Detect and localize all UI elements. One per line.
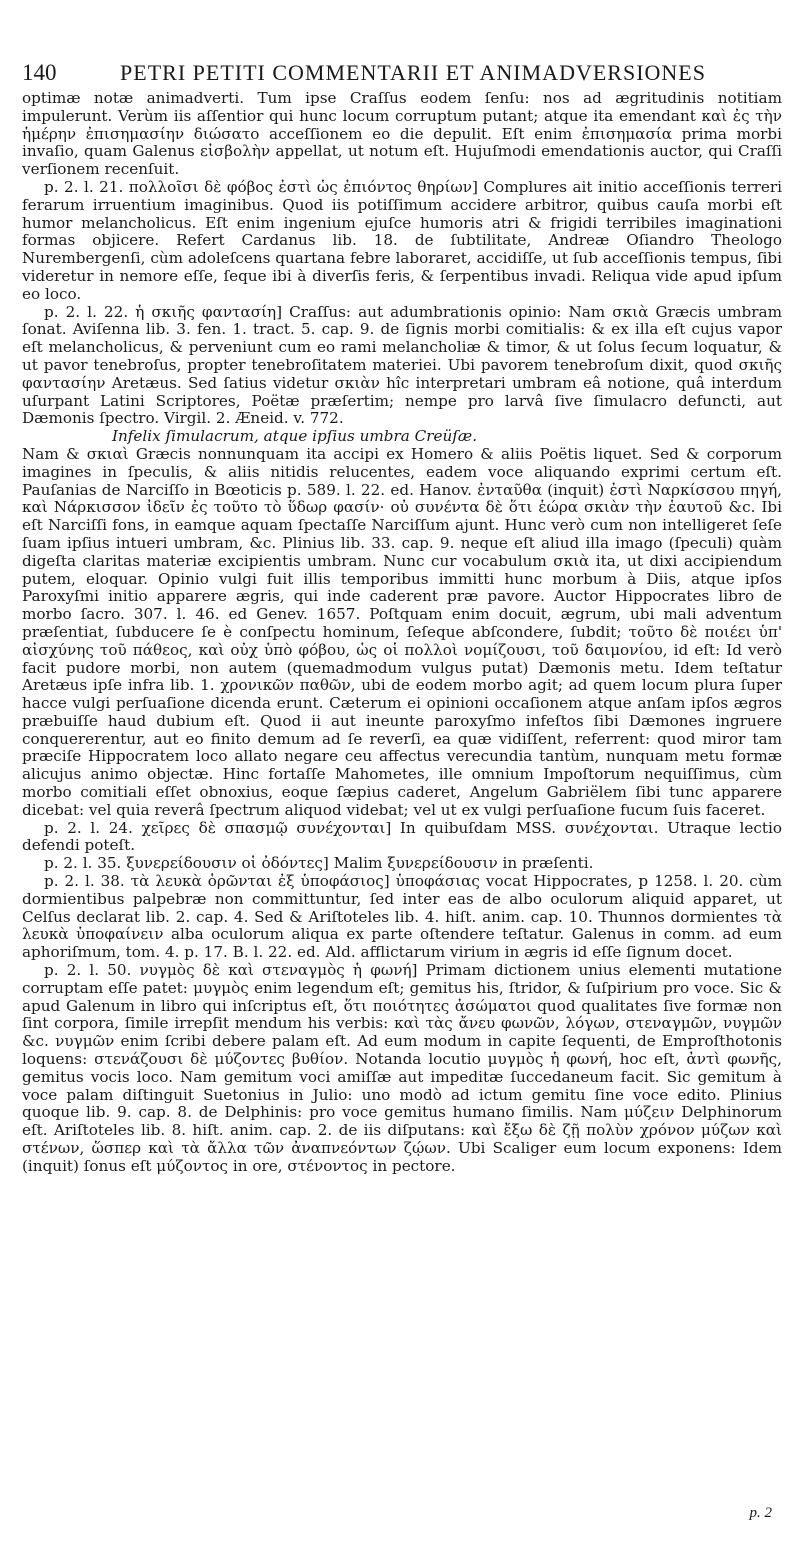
catchword: p. 2 <box>749 1505 772 1521</box>
paragraph-note-l21: p. 2. l. 21. πολλοῖσι δὲ φόβος ἐστὶ ὡς ἐπιόντος θηρίων] Complures ait initio acceſſionis terreri ferarum irruentium imaginibus. Quod iis potiſſimum accidere arbitror, quibus cauſa morbi eſt humor melancholicus. Eſt enim ingenium ejuſce humoris atri & frigidi terribiles imaginationi formas objicere. Refert Cardanus lib. 18. de ſubtilitate, Andreæ Oſiandro Theologo Nurembergenſi, cùm adoleſcens quartana febre laboraret, accidiſſe, ut ſub acceſſionis tempus, ſibi videretur in nemore eſſe, ſeque ibi à diverſis feris, & ſerpentibus invadi. Reliqua vide apud ipſum eo loco. <box>22 177 782 303</box>
verse-quote: Infelix ſimulacrum, atque ipſius umbra Creüſæ. <box>112 427 478 446</box>
running-title: PETRI PETITI COMMENTARII ET ANIMADVERSIONES <box>120 60 706 85</box>
page-number: 140 <box>22 60 57 85</box>
paragraph-intro: optimæ notæ animadverti. Tum ipse Craſſus eodem ſenſu: nos ad ægritudinis notitiam impulerunt. Verùm iis aſſentior qui hunc locum corruptum putant; atque ita emendant καὶ ἐς τὴν ἡμέρην ἐπισημασίην διώσατο acceſſionem eo die depulit. Eſt enim ἐπισημασία prima morbi invaſio, quam Galenus εἰσβολὴν appellat, ut notum eſt. Hujuſmodi emendationis auctor, qui Craſſi verſionem recenſuit. <box>22 89 782 179</box>
paragraph-note-l50: p. 2. l. 50. νυγμὸς δὲ καὶ στεναγμὸς ἡ φωνή] Primam dictionem unius elementi mutatione corruptam eſſe patet: μυγμὸς enim legendum eſt; gemitus his, ſtridor, & ſuſpirium pro voce. Sic & apud Galenum in libro qui inſcriptus eſt, ὅτι ποιότητες ἀσώματοι quod qualitates ſive formæ non ſint corpora, ſimile irrepſit mendum his verbis: καὶ τὰς ἄνευ φωνῶν, λόγων, στεναγμῶν, νυγμῶν &c. νυγμῶν enim ſcribi debere palam eſt. Ad eum modum in capite ſequenti, de Emproſthotonis loquens: στενάζουσι δὲ μύζοντες βυθίον. Notanda locutio μυγμὸς ἡ φωνή, hoc eſt, ἀντὶ φωνῆς, gemitus vocis loco. Nam gemitum voci amiſſæ aut impeditæ ſuccedaneum facit. Sic gemitum à voce palam diſtinguit Suetonius in Julio: uno modò ad ictum gemitu ſine voce edito. Plinius quoque lib. 9. cap. 8. de Delphinis: pro voce gemitus humano ſimilis. Nam μύζειν Delphinorum eſt. Ariſtoteles lib. 8. hiſt. anim. cap. 2. de iis diſputans: καὶ ἔξω δὲ ζῇ πολὺν χρόνον μύζων καὶ στένων, ὥσπερ καὶ τὰ ἄλλα τῶν ἀναπνεόντων ζῴων. Ubi Scaliger eum locum exponens: Idem (inquit) ſonus eſt μύζοντος in ore, στένοντος in pectore. <box>22 961 782 1175</box>
paragraph-note-l35: p. 2. l. 35. ξυνερείδουσιν οἱ ὀδόντες] Malim ξυνερείδουσιν in præſenti. <box>44 854 594 873</box>
page-header <box>22 60 782 86</box>
paragraph-note-l38: p. 2. l. 38. τὰ λευκὰ ὁρῶνται ἐξ ὑποφάσιος] ὑποφάσιας vocat Hippocrates, p 1258. l. 20. cùm dormientibus palpebræ non committuntur, ſed inter eas de albo oculorum aliquid apparet, ut Celſus declarat lib. 2. cap. 4. Sed & Ariſtoteles lib. 4. hiſt. anim. cap. 10. Thunnos dormientes τὰ λευκὰ ὑποφαίνειν alba oculorum aliqua ex parte oſtendere teſtatur. Galenus in comm. ad eum aphoriſmum, tom. 4. p. 17. B. l. 22. ed. Ald. afflictarum virium in ægris id eſſe ſignum docet. <box>22 872 782 962</box>
paragraph-continuation: Nam & σκιαὶ Græcis nonnunquam ita accipi ex Homero & aliis Poëtis liquet. Sed & corporum imagines in ſpeculis, & aliis nitidis relucentes, eadem voce aliquando exprimi certum eſt. Pauſanias de Narciſſo in Bœoticis p. 589. l. 22. ed. Hanov. ἐνταῦθα (inquit) ἐστὶ Ναρκίσσου πηγή, καὶ Νάρκισσον ἰδεῖν ἐς τοῦτο τὸ ὕδωρ φασίν· οὐ συνέντα δὲ ὅτι ἑώρα σκιὰν τὴν ἑαυτοῦ &c. Ibi eſt Narciſſi fons, in eamque aquam ſpectaſſe Narciſſum ajunt. Hunc verò cum non intelligeret ſeſe ſuam ipſius intueri umbram, &c. Plinius lib. 33. cap. 9. neque eſt aliud illa imago (ſpeculi) quàm digeſta claritas materiæ excipientis umbram. Nunc cur vocabulum σκιὰ ita, ut dixi accipiendum putem, eloquar. Opinio vulgi fuit illis temporibus immitti hunc morbum à Diis, atque ipſos Paroxyſmi initio apparere ægris, qui inde caderent præ pavore. Auctor Hippocrates libro de morbo ſacro. 307. l. 46. ed Genev. 1657. Poſtquam enim docuit, ægrum, ubi mali adventum præſentiat, ſubducere ſe è conſpectu hominum, ſeſeque abſcondere, ſubdit; τοῦτο δὲ ποιέει ὑπ' αἰσχύνης τοῦ πάθεος, καὶ οὐχ ὑπὸ φόβου, ὡς οἱ πολλοὶ νομίζουσι, τοῦ δαιμονίου, id eſt: Id verò facit pudore morbi, non autem (quemadmodum vulgus putat) Dæmonis metu. Idem teſtatur Aretæus ipſe infra lib. 1. χρονικῶν παθῶν, ubi de eodem morbo agit; ad quem locum plura ſuper hacce vulgi perſuaſione dicenda erunt. Cæterum ei opinioni occaſionem atque anſam ipſos ægros præbuiſſe haud dubium eſt. Quod ii aut ineunte paroxyſmo infeſtos ſibi Dæmones ingruere conquererentur, aut eo finito demum ad ſe reverſi, ea quæ vidiſſent, referrent: quod miror tam præciſe Hippocratem loco allato negare ceu affectus verecundia tantùm, nunquam metu formæ alicujus animo objectæ. Hinc fortaſſe Mahometes, ille omnium Impoſtorum nequiſſimus, cùm morbo comitiali eſſet obnoxius, eoque ſæpius caderet, Angelum Gabriëlem ſibi tunc apparere dicebat: vel quia reverâ ſpectrum aliquod videbat; vel ut ex vulgi perſuaſione fucum ſuis faceret. <box>22 444 782 819</box>
paragraph-note-l22: p. 2. l. 22. ἡ σκιῆς φαντασίη] Craſſus: aut adumbrationis opinio: Nam σκιὰ Græcis umbram ſonat. Aviſenna lib. 3. fen. 1. tract. 5. cap. 9. de ſignis morbi comitialis: & ex illa eſt cujus vapor eſt melancholicus, & perveniunt cum eo rami melancholiæ & timor, & ut ſolus ſecum loquatur, & ut pavor tenebroſus, propter tenebroſitatem materiei. Ubi pavorem tenebroſum dixit, quod σκιῆς φαντασίην Aretæus. Sed ſatius videtur σκιὰν hîc interpretari umbram eâ notione, quâ interdum uſurpant Latini Scriptores, Poëtæ præſertim; nempe pro larvâ ſive ſimulacro defuncti, aut Dæmonis ſpectro. Virgil. 2. Æneid. v. 772. <box>22 302 782 428</box>
body-text <box>22 90 782 1176</box>
paragraph-note-l24: p. 2. l. 24. χεῖρες δὲ σπασμῷ συνέχονται] In quibuſdam MSS. συνέχονται. Utraque lectio defendi poteſt. <box>22 818 782 855</box>
